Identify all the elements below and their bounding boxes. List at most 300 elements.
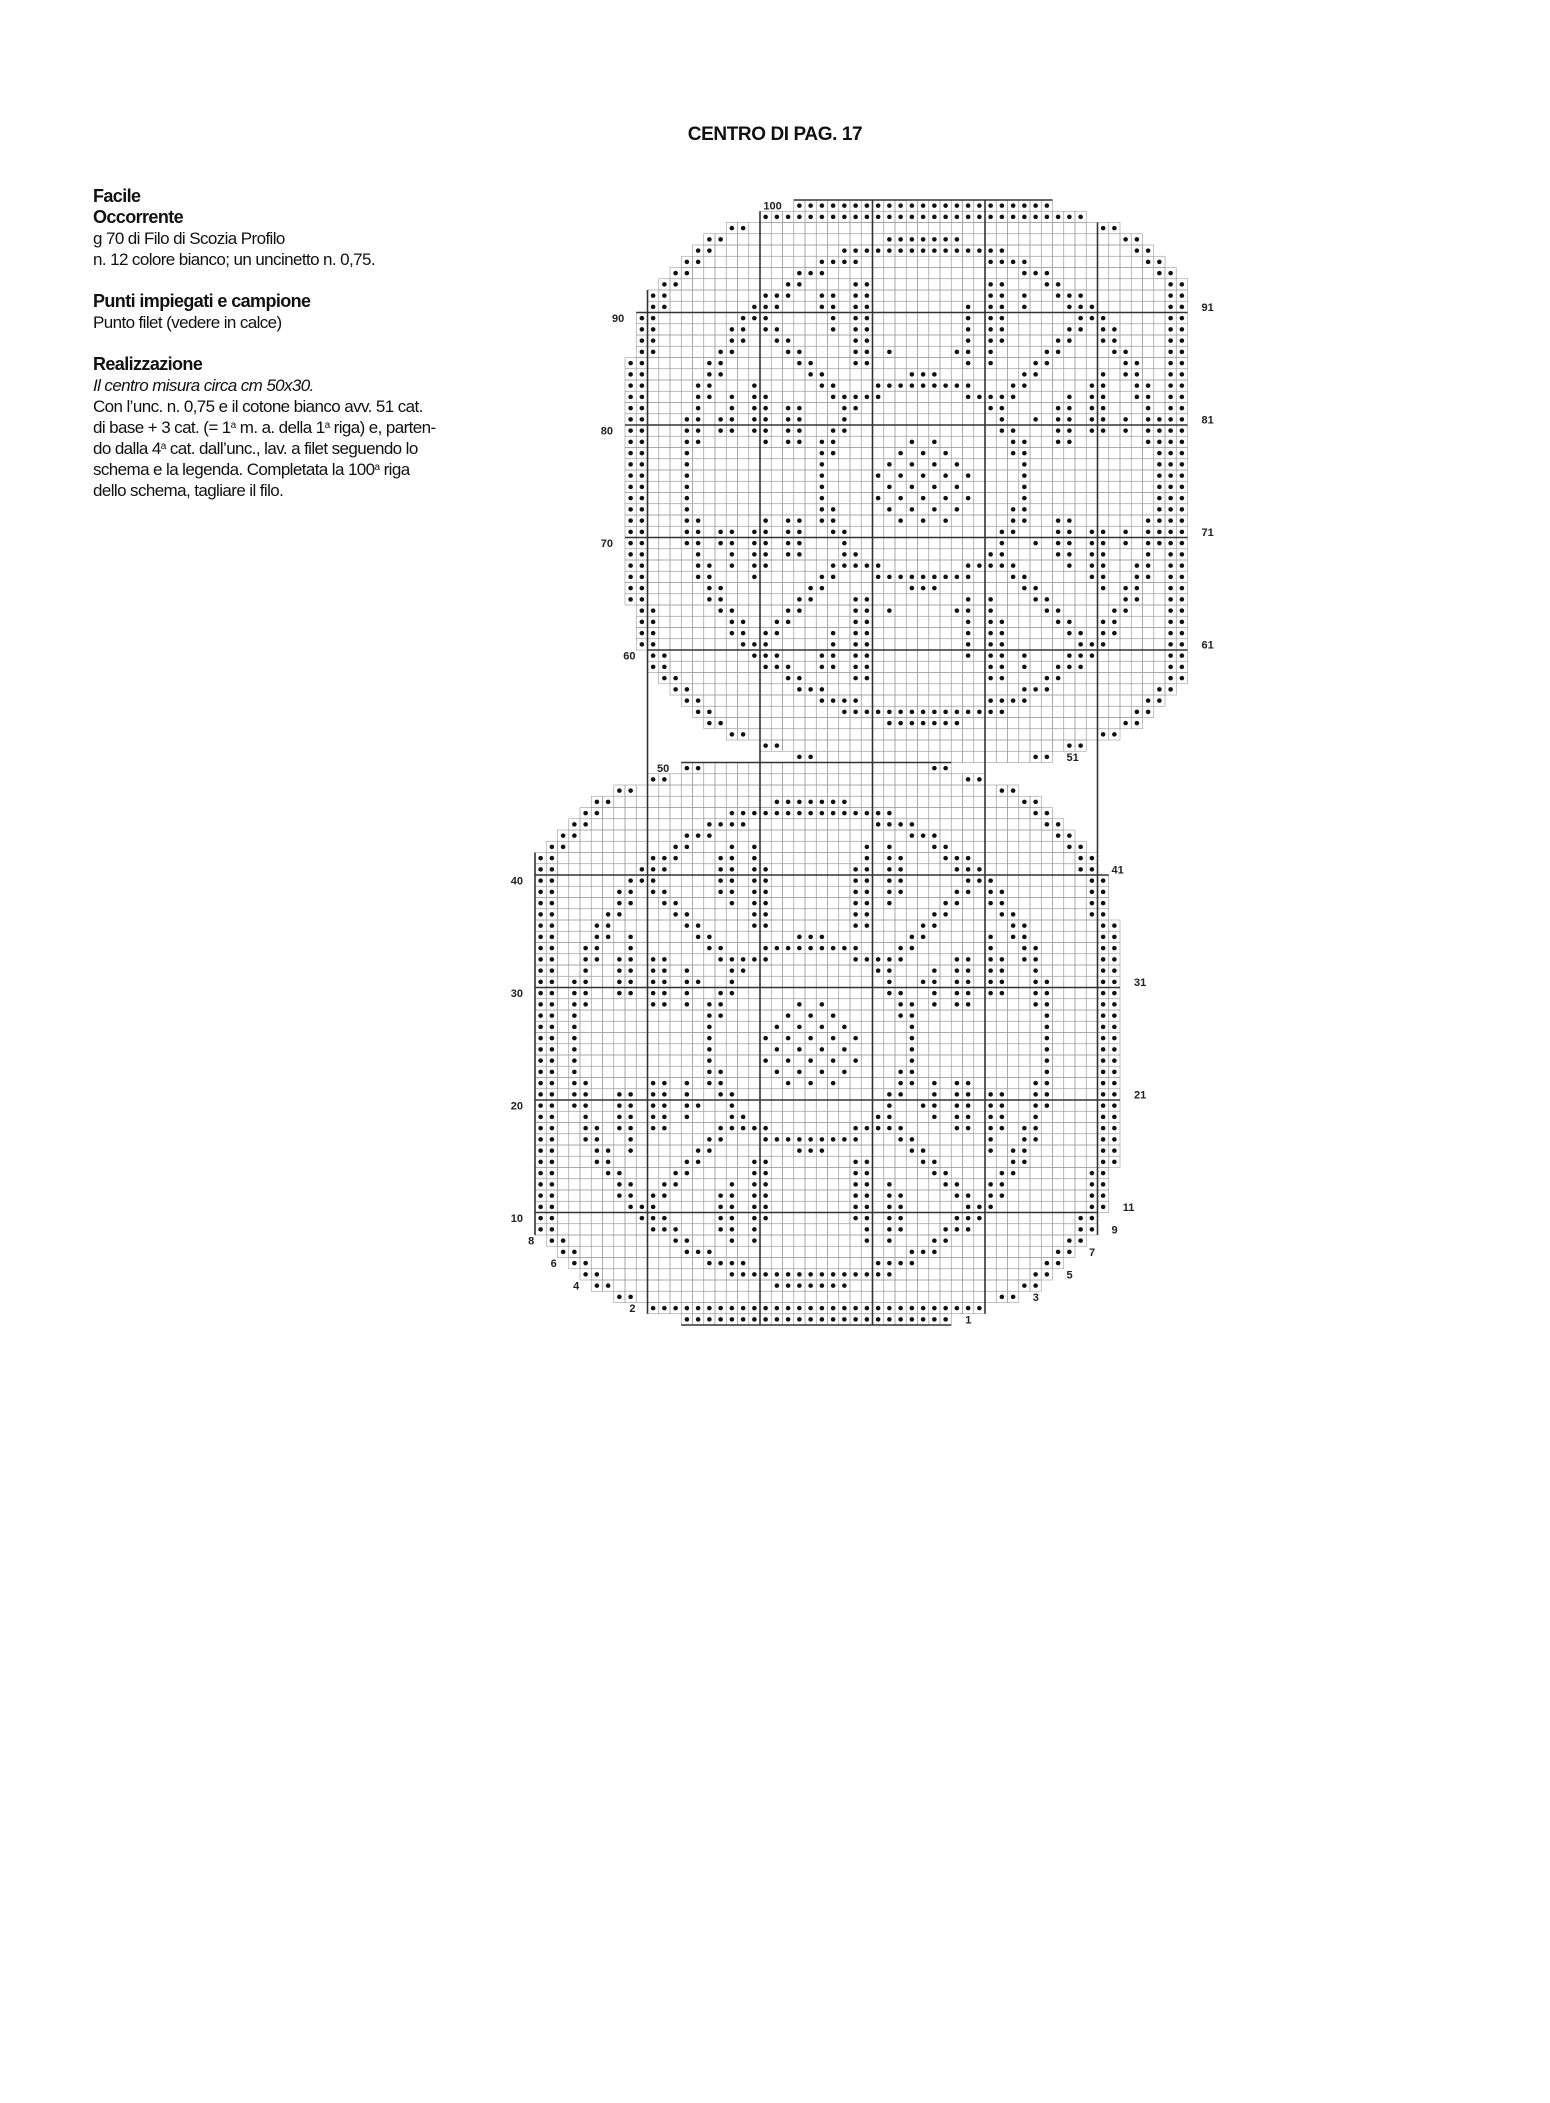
filled-square-dot (1045, 1081, 1050, 1086)
filled-square-dot (898, 1013, 903, 1018)
filled-square-dot (910, 935, 915, 940)
filled-square-dot (1045, 350, 1050, 355)
filled-square-dot (865, 1171, 870, 1176)
filled-square-dot (932, 1160, 937, 1165)
filled-square-dot (1123, 586, 1128, 591)
filled-square-dot (1101, 1036, 1106, 1041)
filled-square-dot (955, 215, 960, 220)
filled-square-dot (550, 1126, 555, 1131)
filled-square-dot (595, 946, 600, 951)
filled-square-dot (820, 1148, 825, 1153)
filled-square-dot (550, 1103, 555, 1108)
filled-square-dot (550, 1182, 555, 1187)
filled-square-dot (1180, 620, 1185, 625)
filled-square-dot (673, 901, 678, 906)
filled-square-dot (977, 563, 982, 568)
filled-square-dot (932, 710, 937, 715)
filled-square-dot (966, 980, 971, 985)
filled-square-dot (662, 1103, 667, 1108)
filled-square-dot (820, 1306, 825, 1311)
filled-square-dot (572, 1081, 577, 1086)
filled-square-dot (752, 811, 757, 816)
filled-square-dot (921, 721, 926, 726)
filled-square-dot (673, 282, 678, 287)
filled-square-dot (1078, 845, 1083, 850)
filled-square-dot (842, 417, 847, 422)
filled-square-dot (988, 957, 993, 962)
filled-square-dot (865, 665, 870, 670)
filled-square-dot (820, 1070, 825, 1075)
filled-square-dot (673, 271, 678, 276)
filled-square-dot (797, 282, 802, 287)
filled-square-dot (752, 406, 757, 411)
filled-square-dot (651, 653, 656, 658)
filled-square-dot (786, 1081, 791, 1086)
filled-square-dot (763, 957, 768, 962)
filled-square-dot (820, 687, 825, 692)
filled-square-dot (538, 912, 543, 917)
filled-square-dot (797, 1047, 802, 1052)
filled-square-dot (763, 530, 768, 535)
filled-square-dot (640, 473, 645, 478)
filled-square-dot (572, 1025, 577, 1030)
filled-square-dot (775, 338, 780, 343)
filled-square-dot (628, 552, 633, 557)
filled-square-dot (988, 563, 993, 568)
filled-square-dot (887, 710, 892, 715)
filled-square-dot (572, 1250, 577, 1255)
filled-square-dot (1101, 563, 1106, 568)
filled-square-dot (876, 957, 881, 962)
filled-square-dot (910, 1070, 915, 1075)
filled-square-dot (820, 1025, 825, 1030)
filled-square-dot (651, 968, 656, 973)
filled-square-dot (1090, 653, 1095, 658)
filled-square-dot (640, 485, 645, 490)
filled-square-dot (831, 327, 836, 332)
filled-square-dot (1157, 451, 1162, 456)
filled-square-dot (741, 822, 746, 827)
filled-square-dot (1078, 1227, 1083, 1232)
filled-square-dot (651, 620, 656, 625)
filled-square-dot (640, 597, 645, 602)
filled-square-dot (1022, 1283, 1027, 1288)
filled-square-dot (707, 1137, 712, 1142)
filled-square-dot (876, 215, 881, 220)
filled-square-dot (718, 1070, 723, 1075)
filled-square-dot (718, 946, 723, 951)
filled-square-dot (763, 946, 768, 951)
filled-square-dot (1101, 575, 1106, 580)
filled-square-dot (943, 1171, 948, 1176)
filled-square-dot (763, 1317, 768, 1322)
filled-square-dot (640, 462, 645, 467)
filled-square-dot (853, 878, 858, 883)
filled-square-dot (1090, 575, 1095, 580)
filled-square-dot (1000, 541, 1005, 546)
filled-square-dot (921, 383, 926, 388)
filled-square-dot (1112, 1103, 1117, 1108)
filled-square-dot (865, 1227, 870, 1232)
filled-square-dot (1011, 935, 1016, 940)
filled-square-dot (820, 518, 825, 523)
filled-square-dot (752, 383, 757, 388)
filled-square-dot (685, 440, 690, 445)
filled-square-dot (775, 1272, 780, 1277)
filled-square-dot (1045, 1272, 1050, 1277)
filled-square-dot (1157, 485, 1162, 490)
filled-square-dot (617, 1126, 622, 1131)
filled-square-dot (1123, 541, 1128, 546)
filled-square-dot (797, 597, 802, 602)
filled-square-dot (921, 1160, 926, 1165)
filled-square-dot (1090, 1216, 1095, 1221)
filled-square-dot (820, 946, 825, 951)
filled-square-dot (1168, 642, 1173, 647)
filled-square-dot (651, 1306, 656, 1311)
filled-square-dot (876, 1317, 881, 1322)
filled-square-dot (1045, 811, 1050, 816)
filled-square-dot (538, 1193, 543, 1198)
filled-square-dot (820, 935, 825, 940)
filled-square-dot (1067, 665, 1072, 670)
filled-square-dot (651, 1216, 656, 1221)
filled-square-dot (921, 451, 926, 456)
filled-square-dot (988, 327, 993, 332)
filled-square-dot (1022, 260, 1027, 265)
filled-square-dot (932, 440, 937, 445)
filled-square-dot (1045, 597, 1050, 602)
filled-square-dot (1168, 676, 1173, 681)
filled-square-dot (673, 1306, 678, 1311)
filled-square-dot (966, 361, 971, 366)
filled-square-dot (628, 451, 633, 456)
filled-square-dot (955, 1002, 960, 1007)
filled-square-dot (628, 440, 633, 445)
filled-square-dot (797, 1002, 802, 1007)
filled-square-dot (786, 541, 791, 546)
filled-square-dot (1022, 485, 1027, 490)
filled-square-dot (1090, 552, 1095, 557)
filled-square-dot (853, 350, 858, 355)
filled-square-dot (865, 642, 870, 647)
filled-square-dot (786, 946, 791, 951)
filled-square-dot (831, 698, 836, 703)
filled-square-dot (1168, 372, 1173, 377)
filled-square-dot (1168, 665, 1173, 670)
filled-square-dot (1022, 271, 1027, 276)
filled-square-dot (808, 811, 813, 816)
filled-square-dot (550, 1205, 555, 1210)
filled-square-dot (1090, 563, 1095, 568)
filled-square-dot (651, 980, 656, 985)
filled-square-dot (651, 1103, 656, 1108)
filled-square-dot (898, 518, 903, 523)
filled-square-dot (1056, 338, 1061, 343)
filled-square-dot (842, 406, 847, 411)
filled-square-dot (988, 1137, 993, 1142)
filled-square-dot (842, 1317, 847, 1322)
filled-square-dot (651, 316, 656, 321)
filled-square-dot (662, 991, 667, 996)
filled-square-dot (831, 1317, 836, 1322)
filled-square-dot (820, 575, 825, 580)
filled-square-dot (1112, 620, 1117, 625)
filled-square-dot (865, 1216, 870, 1221)
filled-square-dot (640, 395, 645, 400)
filled-square-dot (538, 923, 543, 928)
filled-square-dot (763, 327, 768, 332)
filled-square-dot (1022, 203, 1027, 208)
filled-square-dot (1101, 372, 1106, 377)
filled-square-dot (898, 1227, 903, 1232)
filled-square-dot (673, 912, 678, 917)
filled-square-dot (685, 417, 690, 422)
filled-square-dot (966, 1103, 971, 1108)
filled-square-dot (583, 991, 588, 996)
filled-square-dot (696, 440, 701, 445)
filled-square-dot (853, 665, 858, 670)
filled-square-dot (786, 440, 791, 445)
filled-square-dot (696, 1103, 701, 1108)
filled-square-dot (820, 451, 825, 456)
filled-square-dot (572, 1261, 577, 1266)
filled-square-dot (910, 1036, 915, 1041)
filled-square-dot (763, 642, 768, 647)
filled-square-dot (842, 1047, 847, 1052)
filled-square-dot (910, 215, 915, 220)
filled-square-dot (730, 1238, 735, 1243)
filled-square-dot (538, 1047, 543, 1052)
filled-square-dot (977, 203, 982, 208)
filled-square-dot (1022, 1126, 1027, 1131)
filled-square-dot (651, 867, 656, 872)
filled-square-dot (898, 721, 903, 726)
filled-square-dot (932, 991, 937, 996)
filled-square-dot (1000, 890, 1005, 895)
filled-square-dot (1135, 563, 1140, 568)
filled-square-dot (876, 1115, 881, 1120)
filled-square-dot (1090, 383, 1095, 388)
filled-square-dot (718, 1227, 723, 1232)
filled-square-dot (662, 653, 667, 658)
filled-square-dot (718, 957, 723, 962)
filled-square-dot (1090, 1205, 1095, 1210)
filled-square-dot (775, 1070, 780, 1075)
filled-square-dot (1157, 507, 1162, 512)
filled-square-dot (1000, 338, 1005, 343)
filled-square-dot (707, 1148, 712, 1153)
filled-square-dot (685, 518, 690, 523)
filled-square-dot (1157, 530, 1162, 535)
filled-square-dot (583, 957, 588, 962)
filled-square-dot (786, 1013, 791, 1018)
filled-square-dot (718, 856, 723, 861)
filled-square-dot (538, 1002, 543, 1007)
filled-square-dot (595, 1148, 600, 1153)
filled-square-dot (988, 215, 993, 220)
filled-square-dot (1101, 732, 1106, 737)
filled-square-dot (673, 1182, 678, 1187)
filled-square-dot (887, 1193, 892, 1198)
filled-square-dot (1168, 586, 1173, 591)
filled-square-dot (820, 1283, 825, 1288)
filled-square-dot (1101, 552, 1106, 557)
filled-square-dot (966, 203, 971, 208)
filled-square-dot (955, 462, 960, 467)
filled-square-dot (685, 541, 690, 546)
filled-square-dot (955, 608, 960, 613)
filled-square-dot (966, 1205, 971, 1210)
filled-square-dot (1011, 215, 1016, 220)
filled-square-dot (561, 1250, 566, 1255)
filled-square-dot (1135, 383, 1140, 388)
filled-square-dot (1045, 215, 1050, 220)
filled-square-dot (943, 383, 948, 388)
filled-square-dot (1033, 586, 1038, 591)
filled-square-dot (718, 991, 723, 996)
filled-square-dot (662, 305, 667, 310)
filled-square-dot (763, 552, 768, 557)
filled-square-dot (696, 428, 701, 433)
filled-square-dot (651, 878, 656, 883)
filled-square-dot (831, 518, 836, 523)
filled-square-dot (775, 1047, 780, 1052)
filled-square-dot (730, 1103, 735, 1108)
filled-square-dot (887, 811, 892, 816)
filled-square-dot (820, 1272, 825, 1277)
filled-square-dot (786, 811, 791, 816)
filled-square-dot (1011, 563, 1016, 568)
filled-square-dot (1022, 473, 1027, 478)
filled-square-dot (943, 248, 948, 253)
filled-square-dot (1045, 1070, 1050, 1075)
filled-square-dot (898, 1193, 903, 1198)
filled-square-dot (696, 1160, 701, 1165)
filled-square-dot (1000, 1126, 1005, 1131)
filled-square-dot (662, 968, 667, 973)
filled-square-dot (853, 1193, 858, 1198)
filled-square-dot (910, 575, 915, 580)
filled-square-dot (640, 496, 645, 501)
filled-square-dot (865, 912, 870, 917)
filled-square-dot (628, 1126, 633, 1131)
filled-square-dot (853, 1317, 858, 1322)
filled-square-dot (1157, 440, 1162, 445)
filled-square-dot (865, 1182, 870, 1187)
filled-square-dot (1101, 1137, 1106, 1142)
filled-square-dot (988, 608, 993, 613)
filled-square-dot (786, 676, 791, 681)
filled-square-dot (808, 372, 813, 377)
filled-square-dot (538, 1058, 543, 1063)
filled-square-dot (955, 957, 960, 962)
filled-square-dot (921, 1306, 926, 1311)
filled-square-dot (550, 1193, 555, 1198)
filled-square-dot (651, 1002, 656, 1007)
filled-square-dot (921, 1250, 926, 1255)
filled-square-dot (966, 338, 971, 343)
filled-square-dot (628, 361, 633, 366)
filled-square-dot (763, 293, 768, 298)
filled-square-dot (1011, 451, 1016, 456)
filled-square-dot (831, 1013, 836, 1018)
filled-square-dot (786, 620, 791, 625)
filled-square-dot (673, 1227, 678, 1232)
filled-square-dot (583, 1002, 588, 1007)
filled-square-dot (853, 676, 858, 681)
filled-square-dot (1022, 1148, 1027, 1153)
filled-square-dot (752, 878, 757, 883)
filled-square-dot (1067, 653, 1072, 658)
filled-square-dot (640, 867, 645, 872)
filled-square-dot (865, 923, 870, 928)
filled-square-dot (685, 451, 690, 456)
filled-square-dot (1180, 406, 1185, 411)
filled-square-dot (730, 878, 735, 883)
filled-square-dot (1101, 991, 1106, 996)
filled-square-dot (1078, 856, 1083, 861)
filled-square-dot (1135, 721, 1140, 726)
filled-square-dot (1101, 980, 1106, 985)
filled-square-dot (752, 1171, 757, 1176)
filled-square-dot (550, 1025, 555, 1030)
filled-square-dot (1112, 732, 1117, 737)
filled-square-dot (932, 383, 937, 388)
filled-square-dot (685, 271, 690, 276)
filled-square-dot (1090, 867, 1095, 872)
filled-square-dot (1157, 271, 1162, 276)
filled-square-dot (932, 462, 937, 467)
filled-square-dot (887, 845, 892, 850)
filled-square-dot (797, 417, 802, 422)
filled-square-dot (763, 541, 768, 546)
filled-square-dot (808, 597, 813, 602)
filled-square-dot (1067, 620, 1072, 625)
filled-square-dot (595, 935, 600, 940)
filled-square-dot (1090, 878, 1095, 883)
filled-square-dot (943, 203, 948, 208)
filled-square-dot (1033, 372, 1038, 377)
filled-square-dot (831, 1058, 836, 1063)
filled-square-dot (538, 1115, 543, 1120)
filled-square-dot (1090, 1171, 1095, 1176)
filled-square-dot (865, 316, 870, 321)
filled-square-dot (1101, 1013, 1106, 1018)
filled-square-dot (831, 665, 836, 670)
filled-square-dot (685, 766, 690, 771)
filled-square-dot (752, 1193, 757, 1198)
filled-square-dot (572, 1047, 577, 1052)
filled-square-dot (1157, 417, 1162, 422)
filled-square-dot (1078, 316, 1083, 321)
filled-square-dot (910, 1025, 915, 1030)
filled-square-dot (865, 282, 870, 287)
filled-square-dot (550, 1238, 555, 1243)
filled-square-dot (955, 507, 960, 512)
filled-square-dot (651, 991, 656, 996)
filled-square-dot (1146, 248, 1151, 253)
filled-square-dot (572, 1103, 577, 1108)
filled-square-dot (628, 406, 633, 411)
filled-square-dot (628, 957, 633, 962)
filled-square-dot (865, 361, 870, 366)
filled-square-dot (865, 957, 870, 962)
filled-square-dot (898, 237, 903, 242)
filled-square-dot (876, 1126, 881, 1131)
filled-square-dot (730, 327, 735, 332)
filled-square-dot (955, 1115, 960, 1120)
